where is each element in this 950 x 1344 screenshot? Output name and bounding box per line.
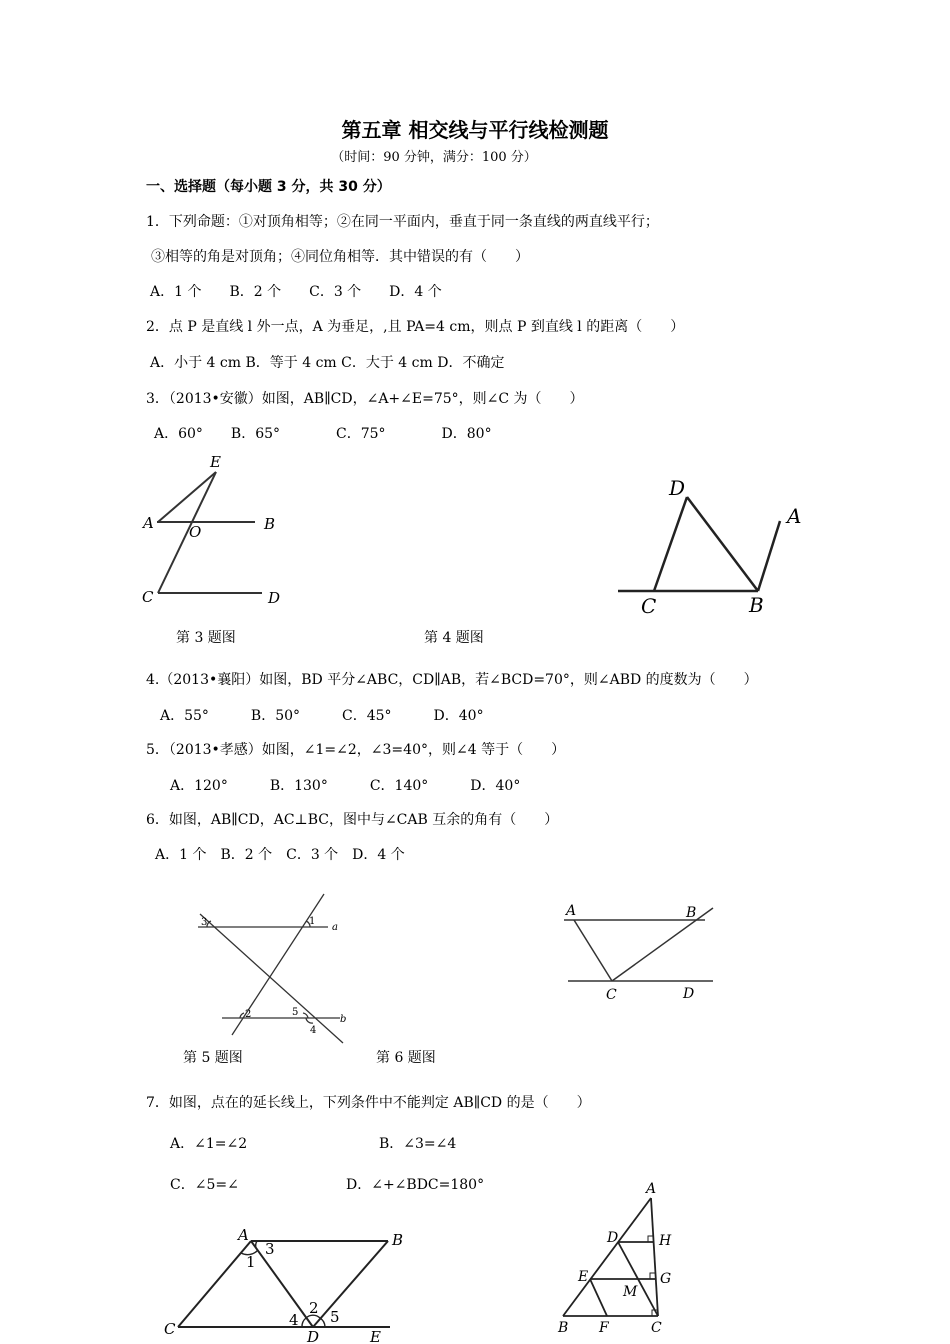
fig3-label-d: D [268,589,281,607]
q3-options: A．60° B．65° C．75° D．80° [154,426,492,442]
fig3-label-o: O [189,523,202,541]
fig5-caption: 第 5 题图 [183,1050,243,1066]
fig8-line-ab [563,1198,651,1316]
q7-option-d: D．∠+∠BDC=180° [346,1177,485,1193]
fig5-label-3: 3 [201,917,208,928]
q5-stem: 5．（2013•孝感）如图，∠1=∠2，∠3=40°，则∠4 等于（ ） [146,742,566,758]
fig5-label-5: 5 [292,1007,299,1018]
q1-stem-line1: 1．下列命题：①对顶角相等；②在同一平面内，垂直于同一条直线的两直线平行； [146,214,659,230]
fig6-label-c: C [606,987,617,1003]
fig7-label-b: B [392,1231,404,1249]
fig3-label-a: A [143,514,154,532]
q4-stem: 4.（2013•襄阳）如图，BD 平分∠ABC，CD∥AB，若∠BCD=70°，则∠ABD 的度数为（ ） [146,672,758,688]
fig8-label-d: D [607,1230,619,1246]
q1-options: A．1 个 B．2 个 C．3 个 D．4 个 [150,284,442,300]
q1-stem-line2: ③相等的角是对顶角；④同位角相等．其中错误的有（ ） [151,249,529,265]
q2-stem: 2．点 P 是直线 l 外一点，A 为垂足，,且 PA=4 cm，则点 P 到直线 l 的距离（ ） [146,319,685,335]
q7-option-b: B．∠3=∠4 [379,1136,457,1152]
fig8-line-ac [651,1198,658,1316]
fig7-label-e: E [370,1328,381,1344]
fig8-label-e: E [578,1269,589,1285]
fig6-label-a: A [566,903,577,919]
fig3-label-c: C [142,588,154,606]
fig8-label-b: B [558,1320,569,1336]
fig7-label-1: 1 [246,1253,256,1271]
fig4-label-c: C [641,594,657,618]
fig6-caption: 第 6 题图 [376,1050,436,1066]
q6-stem: 6．如图，AB∥CD，AC⊥BC，图中与∠CAB 互余的角有（ ） [146,812,559,828]
fig5-label-1: 1 [309,916,316,927]
q6-options: A．1 个 B．2 个 C．3 个 D．4 个 [155,847,405,863]
page-title: 第五章 相交线与平行线检测题 [341,118,609,142]
page-subtitle: （时间：90 分钟，满分：100 分） [331,150,537,165]
fig3-label-b: B [264,515,276,533]
fig3-label-e: E [210,453,221,471]
fig8-label-a: A [646,1181,657,1197]
fig6-label-b: B [686,905,697,921]
fig8-label-g: G [660,1271,672,1287]
fig5-label-2: 2 [245,1009,252,1020]
fig8-label-m: M [623,1284,638,1300]
fig4-label-a: A [787,504,802,528]
fig7-label-5: 5 [330,1308,340,1326]
q7-stem: 7．如图，点在的延长线上，下列条件中不能判定 AB∥CD 的是（ ） [146,1095,591,1111]
q4-options: A．55° B．50° C．45° D．40° [160,708,484,724]
fig8-label-f: F [599,1320,609,1336]
fig6-label-d: D [683,986,695,1002]
fig4-label-b: B [749,593,764,617]
fig7-label-4: 4 [289,1311,299,1329]
q5-options: A．120° B．130° C．140° D．40° [170,778,521,794]
fig8-line-ef [590,1279,607,1316]
fig8-label-h: H [659,1233,672,1249]
fig5-label-a: a [332,922,338,933]
fig7-label-3: 3 [265,1240,275,1258]
fig4-label-d: D [669,476,686,500]
fig7-label-c: C [164,1320,176,1338]
fig7-label-d: D [307,1328,320,1344]
fig3-caption: 第 3 题图 [176,630,236,646]
fig8-label-c: C [651,1320,662,1336]
fig7-label-a: A [238,1226,249,1244]
fig5-label-b: b [340,1014,347,1025]
fig4-caption: 第 4 题图 [424,630,484,646]
section-heading: 一、选择题（每小题 3 分，共 30 分） [146,179,391,195]
fig5-label-4: 4 [310,1025,317,1036]
fig7-label-2: 2 [309,1299,319,1317]
q2-options: A．小于 4 cm B．等于 4 cm C．大于 4 cm D．不确定 [150,355,505,371]
q7-option-c: C．∠5=∠ [170,1177,239,1193]
q3-stem: 3．（2013•安徽）如图，AB∥CD，∠A+∠E=75°，则∠C 为（ ） [146,391,584,407]
q7-option-a: A．∠1=∠2 [170,1136,248,1152]
